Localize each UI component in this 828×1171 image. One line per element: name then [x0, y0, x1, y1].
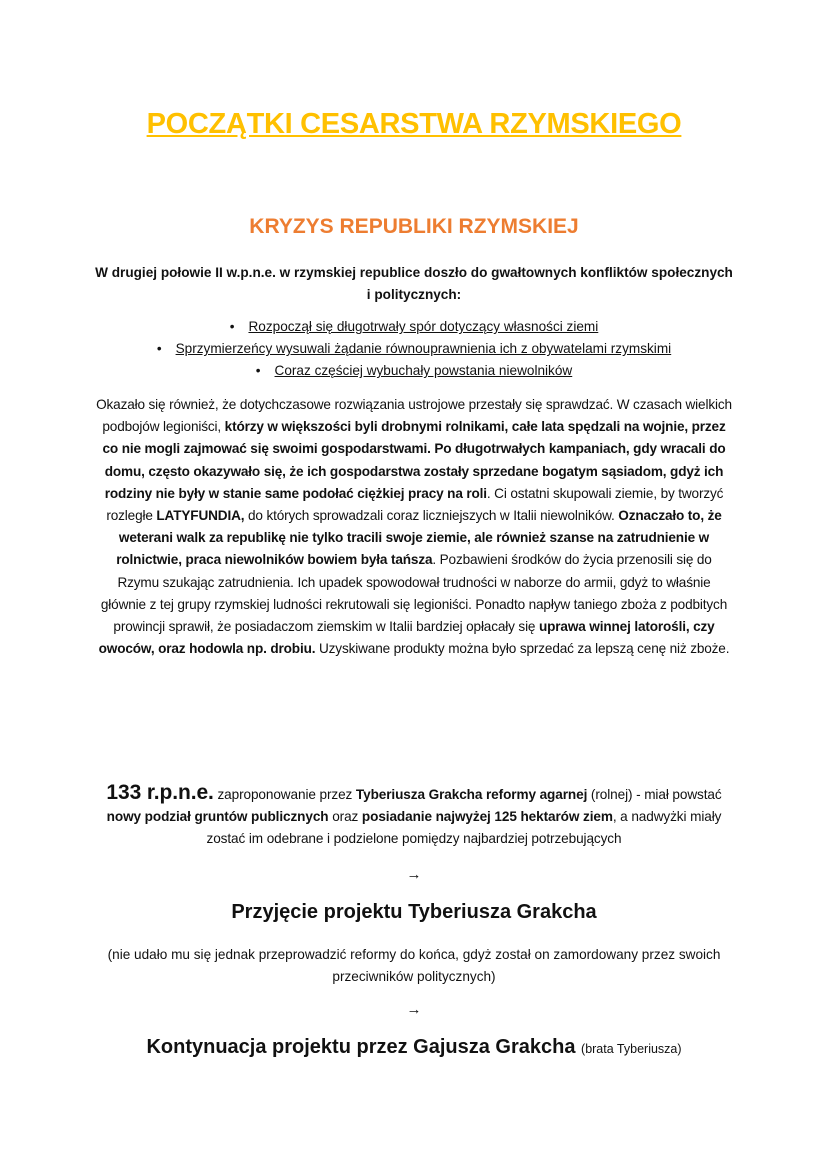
arrow-icon: →: [406, 866, 422, 883]
arrow-icon: →: [406, 1001, 422, 1018]
text-segment: oraz: [328, 809, 362, 824]
bullet-icon: •: [156, 341, 162, 356]
bold-segment: posiadanie najwyżej 125 hektarów ziem: [361, 809, 613, 824]
text-segment: do których sprowadzali coraz liczniejszych w Italii niewolników.: [244, 508, 619, 524]
body-paragraph: [94, 394, 734, 660]
text-segment: (rolnej) - miał powstać: [587, 787, 722, 802]
intro-text: W drugiej połowie II w.p.n.e. w rzymskiej republice doszło do gwałtownych konfliktów społecznych i politycznych:: [95, 265, 733, 302]
bullet-list: [94, 316, 734, 382]
bold-segment: Oznaczało to, że weterani walk za republikę nie tylko tracili swoje ziemie, ale również szanse na zatrudnienie w rolnictwie, praca niewolników bowiem była tańsza: [116, 508, 722, 568]
bold-segment: Tyberiusza Grakcha reformy agarnej: [355, 787, 588, 802]
bullet-icon: •: [229, 319, 235, 334]
bold-segment: uprawa winnej latorośli, czy owoców, oraz hodowla np. drobiu.: [98, 619, 715, 657]
list-item: • Rozpoczął się długotrwały spór dotyczący własności ziemi: [94, 316, 734, 338]
text-segment: Uzyskiwane produkty można było sprzedać za lepszą cenę niż zboże.: [315, 641, 730, 657]
text-segment: zaproponowanie przez: [213, 787, 356, 802]
text-segment: . Pozbawieni środków do życia przenosili się do Rzymu szukając zatrudnienia. Ich upadek spowodował trudności w naborze do armii, gdyż to właśnie głównie z tej grupy rzymskiej ludności rekrutowali się legioniści. Ponadto napływ taniego zboża z podbitych prowincji sprawił, że posiadaczom ziemskim w Italii bardziej opłacały się: [100, 552, 728, 635]
section-heading: KRYZYS REPUBLIKI RZYMSKIEJ: [249, 215, 579, 238]
heading-gaius: Kontynuacja projektu przez Gajusza Grakcha (brata Tyberiusza): [146, 1036, 682, 1058]
heading-tiberius: Przyjęcie projektu Tyberiusza Grakcha: [231, 901, 597, 923]
bold-segment: którzy w większości byli drobnymi rolnikami, całe lata spędzali na wojnie, przez co nie mogli zajmować się swoimi gospodarstwami. Po długotrwałych kampaniach, gdy wracali do domu, często okazywało się, że ich gospodarstwa zostały sprzedane bogatym sąsiadom, gdyż ich rodziny nie były w stanie same podołać ciężkiej pracy na roli: [102, 419, 726, 501]
bullet-icon: •: [255, 363, 261, 378]
heading-note: (brata Tyberiusza): [581, 1042, 682, 1056]
list-item: • Coraz częściej wybuchały powstania niewolników: [94, 360, 734, 382]
year-label: 133 r.p.n.e.: [106, 781, 214, 804]
reform-paragraph: [94, 782, 734, 850]
text-segment: , a nadwyżki miały zostać im odebrane i podzielone pomiędzy najbardziej potrzebujących: [206, 809, 722, 846]
bold-segment: LATYFUNDIA,: [156, 508, 245, 524]
page-title: POCZĄTKI CESARSTWA RZYMSKIEGO: [146, 108, 682, 140]
text-segment: Okazało się również, że dotychczasowe rozwiązania ustrojowe przestały się sprawdzać. W czasach wielkich podbojów legioniści,: [96, 397, 732, 435]
note-text: (nie udało mu się jednak przeprowadzić reformy do końca, gdyż został on zamordowany przez swoich przeciwników politycznych): [107, 947, 721, 984]
text-segment: . Ci ostatni skupowali ziemie, by tworzyć rozległe: [106, 485, 724, 524]
list-item: • Sprzymierzeńcy wysuwali żądanie równouprawnienia ich z obywatelami rzymskimi: [94, 338, 734, 360]
bold-segment: nowy podział gruntów publicznych: [106, 809, 329, 824]
